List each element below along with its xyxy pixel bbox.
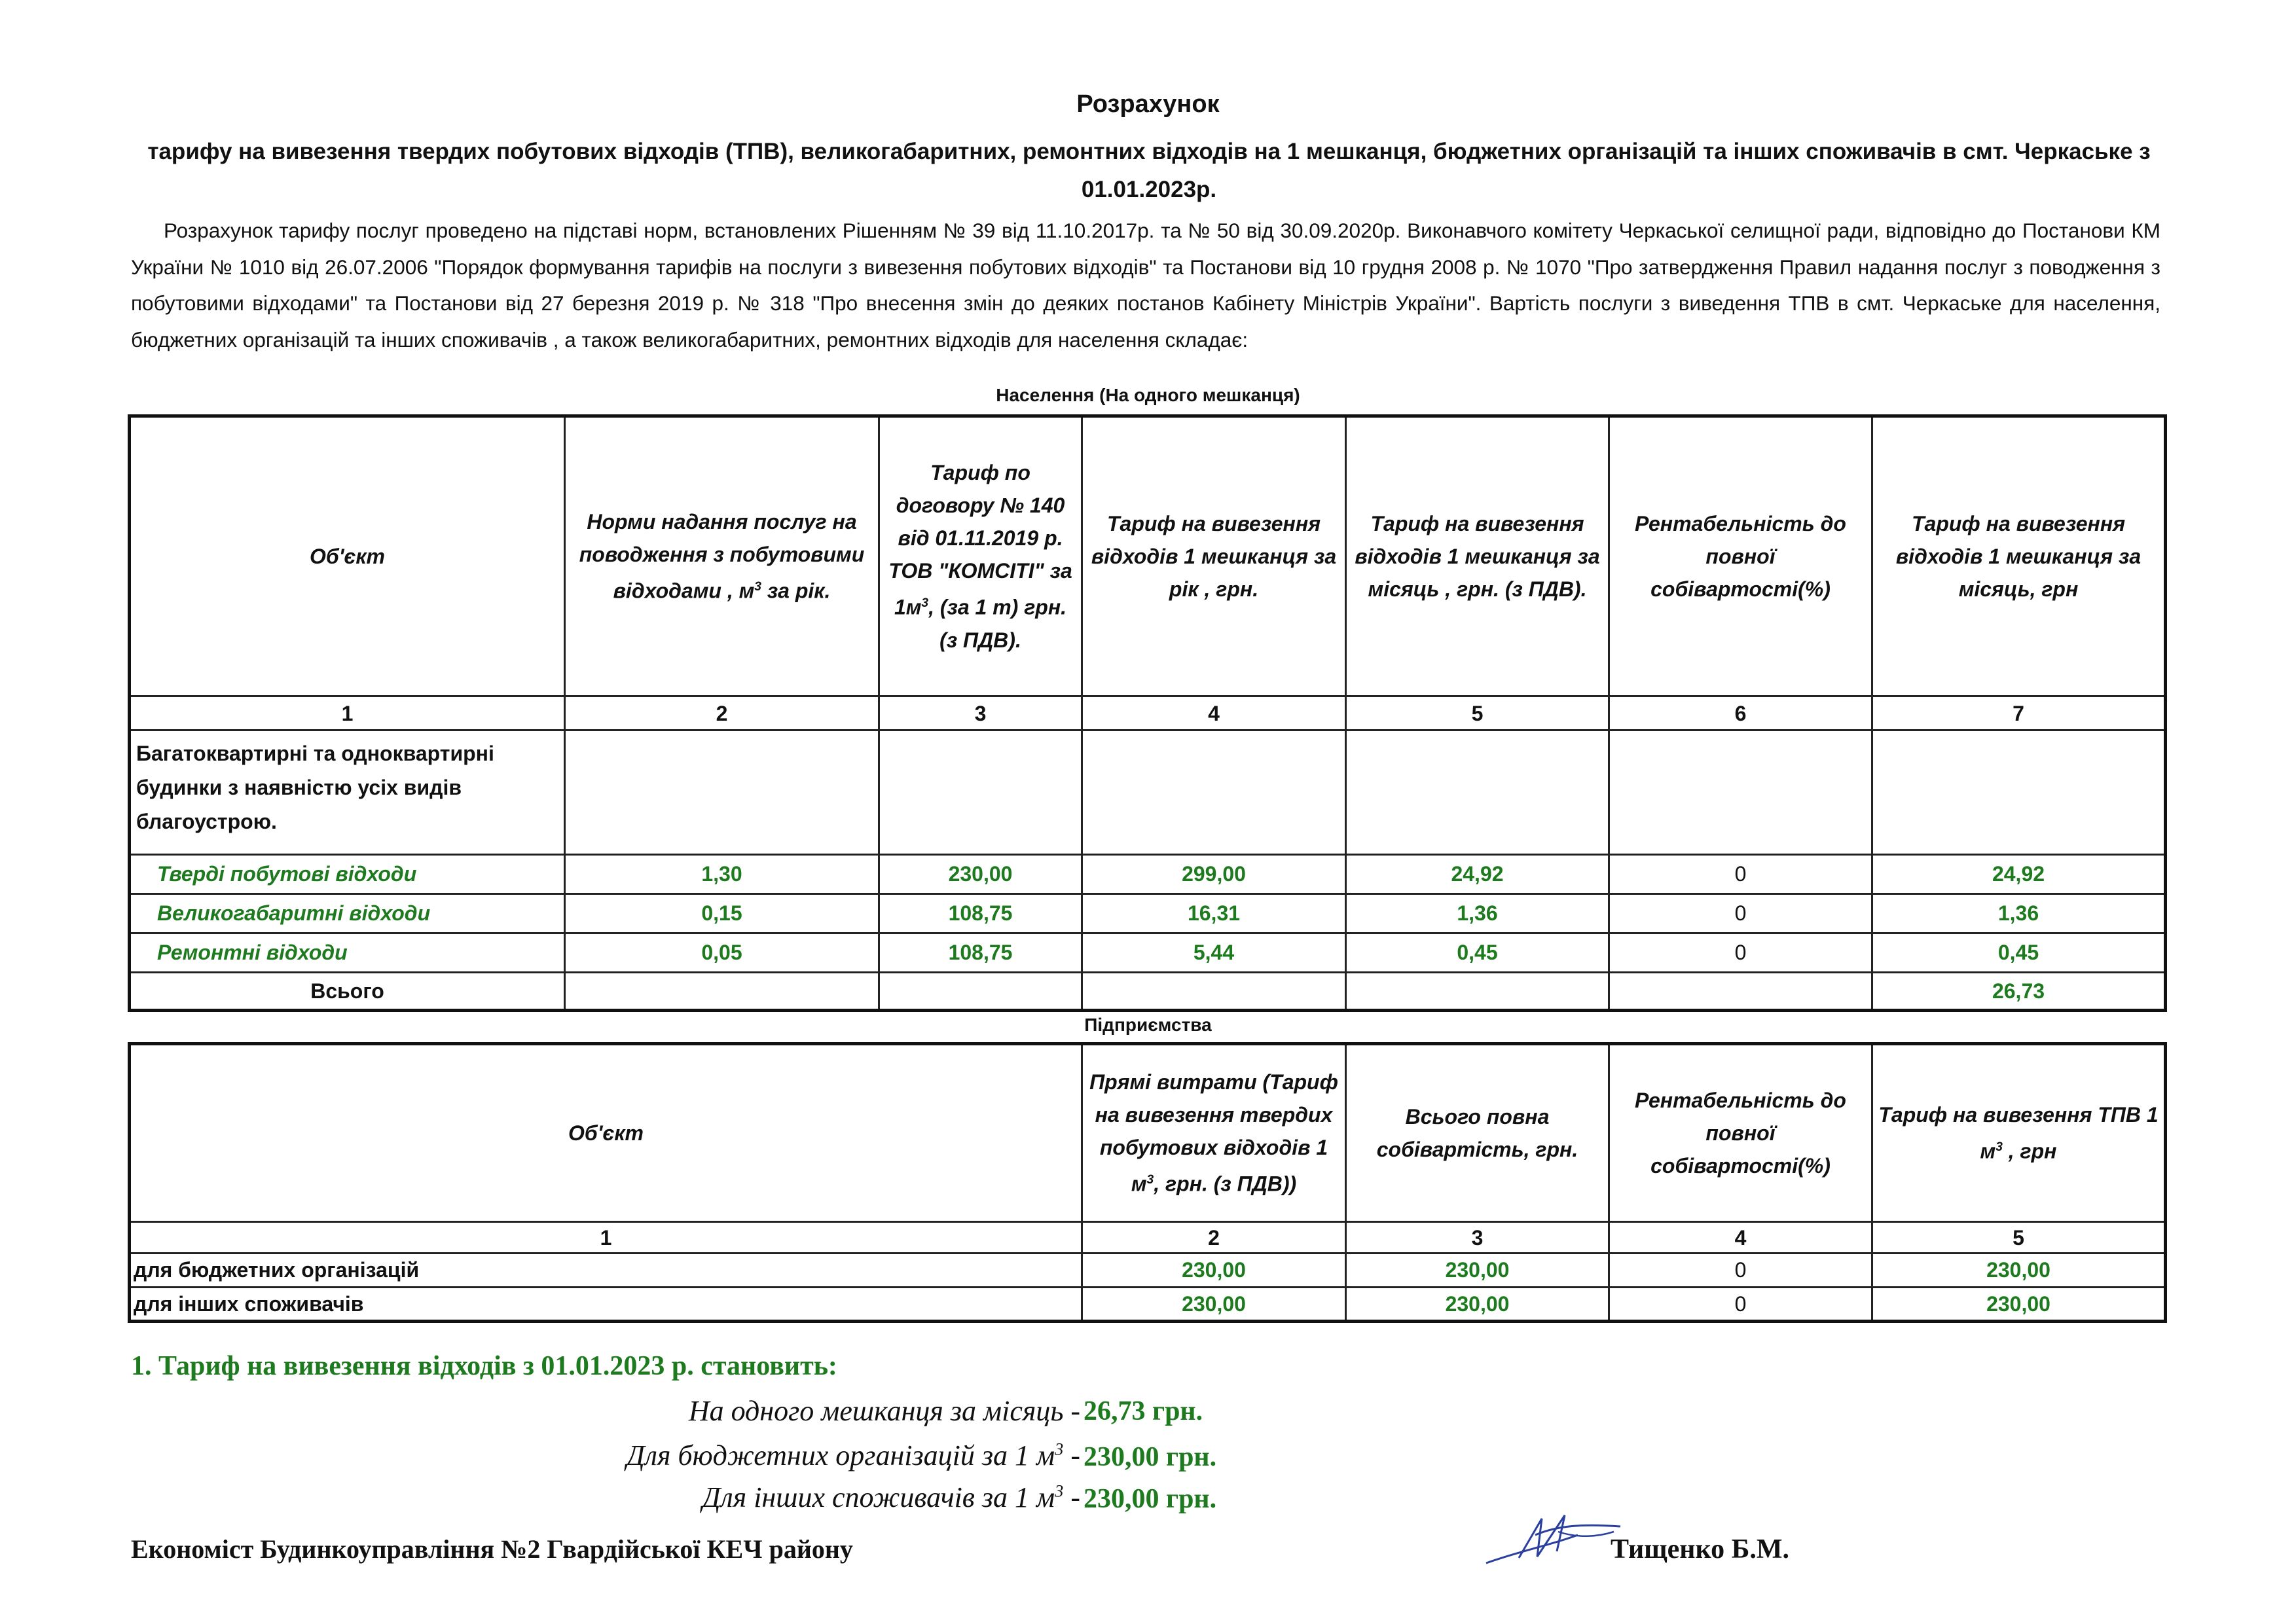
cell-profit: 0 bbox=[1609, 933, 1872, 973]
result-heading: 1. Тариф на вивезення відходів з 01.01.2023 р. становить: bbox=[131, 1351, 837, 1381]
column-number: 5 bbox=[1872, 1222, 2166, 1254]
document-title: Розрахунок bbox=[1076, 90, 1220, 118]
header-tariff-per-m3: Тариф на вивезення ТПВ 1 $м^3$ , грн bbox=[1872, 1044, 2166, 1222]
column-number: 7 bbox=[1872, 696, 2166, 731]
table-header-row bbox=[130, 416, 2166, 696]
cell-tariff: 230,00 bbox=[1872, 1288, 2166, 1322]
result-line-budget: Для бюджетних організацій за 1 $м^3$ - bbox=[626, 1439, 1080, 1471]
row-name: Великогабаритні відходи bbox=[130, 894, 565, 933]
table-row bbox=[130, 1254, 2166, 1288]
cell-profit: 0 bbox=[1609, 1288, 1872, 1322]
cell-norm: 0,15 bbox=[565, 894, 879, 933]
cell-month-vat: 0,45 bbox=[1346, 933, 1609, 973]
result-value-resident: 26,73 грн. bbox=[1084, 1396, 1203, 1426]
header-object: Об'єкт bbox=[130, 1044, 1082, 1222]
cell-full: 230,00 bbox=[1346, 1254, 1609, 1288]
group-row bbox=[130, 731, 2166, 855]
header-profitability: Рентабельність до повної собівартості(%) bbox=[1609, 1044, 1872, 1222]
cell-month-vat: 1,36 bbox=[1346, 894, 1609, 933]
intro-paragraph: Розрахунок тарифу послуг проведено на підставі норм, встановлених Рішенням № 39 від 11.10.2017р. та № 50 від 30.09.2020р. Виконавчого комітету Черкаської селищної ради, відповідно до Постанови КМ України № 1010 від 26.07.2006 "Порядок формування тарифів на послуги з вивезення побутових відходів" та Постанови від 10 грудня 2008 р. № 1070 "Про затвердження Правил надання послуг з поводження з побутовими відходами" та Постанови від 27 березня 2019 р. № 318 "Про внесення змін до деяких постанов Кабінету Міністрів України". Вартість послуги з виведення ТПВ в смт. Черкаське для населення, бюджетних організацій та інших споживачів , а також великогабаритних, ремонтних відходів для населення складає: bbox=[131, 219, 2160, 352]
cell-direct: 230,00 bbox=[1082, 1254, 1346, 1288]
cell-norm: 0,05 bbox=[565, 933, 879, 973]
header-full-cost: Всього повна собівартість, грн. bbox=[1346, 1044, 1609, 1222]
enterprise-table-caption: Підприємства bbox=[1084, 1015, 1212, 1035]
cell-contract: 108,75 bbox=[879, 933, 1082, 973]
cell-tariff: 230,00 bbox=[1872, 1254, 2166, 1288]
population-table bbox=[128, 414, 2167, 1012]
cell-profit: 0 bbox=[1609, 855, 1872, 894]
total-label: Всього bbox=[130, 973, 565, 1011]
column-number: 1 bbox=[130, 696, 565, 731]
total-value: 26,73 bbox=[1872, 973, 2166, 1011]
column-number: 2 bbox=[565, 696, 879, 731]
cell-year: 16,31 bbox=[1082, 894, 1346, 933]
table-row bbox=[130, 855, 2166, 894]
column-number: 6 bbox=[1609, 696, 1872, 731]
table-header-row bbox=[130, 1044, 2166, 1222]
column-number-row bbox=[130, 696, 2166, 731]
row-name: для інших споживачів bbox=[130, 1288, 1082, 1322]
cell-norm: 1,30 bbox=[565, 855, 879, 894]
header-object: Об'єкт bbox=[130, 416, 565, 696]
signature-image bbox=[1480, 1499, 1630, 1571]
enterprise-table bbox=[128, 1042, 2167, 1323]
header-tariff-month: Тариф на вивезення відходів 1 мешканця за місяць, грн bbox=[1872, 416, 2166, 696]
column-number: 4 bbox=[1082, 696, 1346, 731]
header-contract-tariff: Тариф по договору № 140 від 01.11.2019 р. ТОВ "КОМСІТІ" за $1м^3$, (за 1 т) грн. (з ПДВ). bbox=[879, 416, 1082, 696]
column-number: 2 bbox=[1082, 1222, 1346, 1254]
cell-month-vat: 24,92 bbox=[1346, 855, 1609, 894]
cell-full: 230,00 bbox=[1346, 1288, 1609, 1322]
column-number: 4 bbox=[1609, 1222, 1872, 1254]
column-number-row bbox=[130, 1222, 2166, 1254]
result-line-resident: На одного мешканця за місяць - bbox=[688, 1395, 1080, 1427]
cell-profit: 0 bbox=[1609, 894, 1872, 933]
group-label: Багатоквартирні та одноквартирні будинки з наявністю усіх видів благоустрою. bbox=[130, 731, 565, 855]
header-profitability: Рентабельність до повної собівартості(%) bbox=[1609, 416, 1872, 696]
cell-year: 299,00 bbox=[1082, 855, 1346, 894]
cell-contract: 230,00 bbox=[879, 855, 1082, 894]
column-number: 3 bbox=[879, 696, 1082, 731]
column-number: 3 bbox=[1346, 1222, 1609, 1254]
table-row bbox=[130, 933, 2166, 973]
footer-signatory: Тищенко Б.М. bbox=[1611, 1534, 1790, 1564]
cell-year: 5,44 bbox=[1082, 933, 1346, 973]
cell-direct: 230,00 bbox=[1082, 1288, 1346, 1322]
header-norms: Норми надання послуг на поводження з побутовими відходами , $м^3$ за рік. bbox=[565, 416, 879, 696]
row-name: Тверді побутові відходи bbox=[130, 855, 565, 894]
table-row bbox=[130, 1288, 2166, 1322]
document-subtitle: тарифу на вивезення твердих побутових відходів (ТПВ), великогабаритних, ремонтних відходів на 1 мешканця, бюджетних організацій та інших споживачів в смт. Черкаське з 01.01.2023р. bbox=[147, 139, 2151, 202]
cell-month: 1,36 bbox=[1872, 894, 2166, 933]
table-row bbox=[130, 894, 2166, 933]
result-value-other: 230,00 грн. bbox=[1084, 1484, 1217, 1514]
cell-month: 0,45 bbox=[1872, 933, 2166, 973]
header-direct-costs: Прямі витрати (Тариф на вивезення твердих побутових відходів 1 $м^3$, грн. (з ПДВ)) bbox=[1082, 1044, 1346, 1222]
row-name: для бюджетних організацій bbox=[130, 1254, 1082, 1288]
header-tariff-year: Тариф на вивезення відходів 1 мешканця за рік , грн. bbox=[1082, 416, 1346, 696]
total-row bbox=[130, 973, 2166, 1011]
result-value-budget: 230,00 грн. bbox=[1084, 1442, 1217, 1472]
cell-month: 24,92 bbox=[1872, 855, 2166, 894]
cell-profit: 0 bbox=[1609, 1254, 1872, 1288]
result-line-other: Для інших споживачів за 1 $м^3$ - bbox=[702, 1481, 1080, 1513]
column-number: 1 bbox=[130, 1222, 1082, 1254]
header-tariff-month-vat: Тариф на вивезення відходів 1 мешканця за місяць , грн. (з ПДВ). bbox=[1346, 416, 1609, 696]
row-name: Ремонтні відходи bbox=[130, 933, 565, 973]
cell-contract: 108,75 bbox=[879, 894, 1082, 933]
population-table-caption: Населення (На одного мешканця) bbox=[996, 385, 1300, 405]
column-number: 5 bbox=[1346, 696, 1609, 731]
footer-position: Економіст Будинкоуправління №2 Гвардійської КЕЧ району bbox=[131, 1534, 853, 1564]
